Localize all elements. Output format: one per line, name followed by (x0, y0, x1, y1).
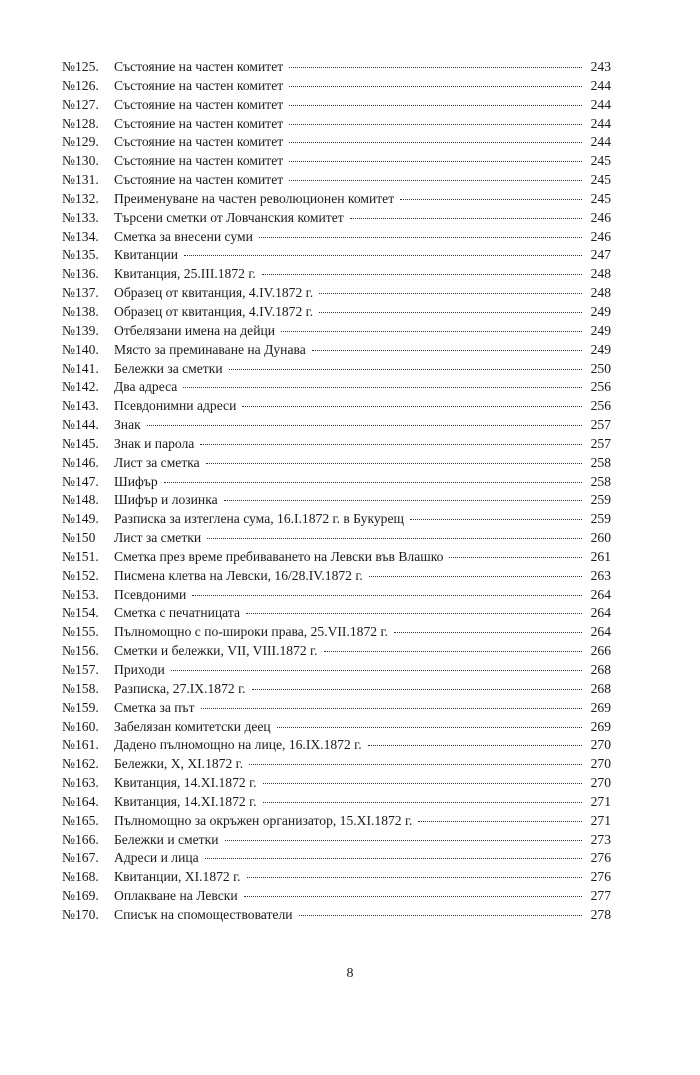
toc-entry-number: №152. (62, 567, 99, 583)
toc-entry-title: Търсени сметки от Ловчанския комитет (114, 209, 344, 225)
dot-leader (319, 311, 582, 313)
toc-entry (62, 718, 611, 737)
toc-entry-page: 249 (590, 341, 611, 357)
toc-entry-title: Сметка през време пребиваването на Левски във Влашко (114, 548, 444, 564)
toc-entry-page: 257 (590, 417, 611, 433)
toc-entry (62, 416, 611, 435)
dot-leader (289, 141, 582, 143)
toc-entry (62, 623, 611, 642)
toc-entry-number: №135. (62, 247, 99, 263)
toc-entry-number: №150 (62, 530, 96, 546)
toc-entry (62, 755, 611, 774)
dot-leader (263, 801, 582, 803)
toc-entry (62, 793, 611, 812)
toc-entry (62, 77, 611, 96)
toc-entry-title: Състояние на частен комитет (114, 115, 284, 131)
toc-entry-title: Псевдонимни адреси (114, 398, 237, 414)
dot-leader (201, 707, 582, 709)
toc-entry-page: 244 (590, 96, 611, 112)
toc-entry-title: Разписка за изтеглена сума, 16.I.1872 г. в Букурещ (114, 511, 404, 527)
toc-entry-number: №159. (62, 699, 99, 715)
toc-entry-page: 249 (590, 322, 611, 338)
toc-entry-number: №130. (62, 153, 99, 169)
toc-entry (62, 849, 611, 868)
toc-entry-title: Приходи (114, 662, 165, 677)
dot-leader (229, 368, 582, 370)
dot-leader (299, 914, 582, 916)
dot-leader (394, 631, 582, 633)
toc-entry-title: Забелязан комитетски деец (114, 718, 271, 734)
toc-entry-page: 246 (590, 228, 611, 244)
toc-entry-page: 276 (590, 869, 611, 885)
dot-leader (277, 726, 582, 728)
dot-leader (449, 556, 582, 558)
dot-leader (262, 273, 582, 275)
dot-leader (350, 217, 582, 219)
toc-entry-page: 258 (590, 473, 611, 489)
toc-entry (62, 642, 611, 661)
toc-entry-title: Състояние на частен комитет (114, 153, 284, 169)
dot-leader (247, 876, 582, 878)
toc-entry (62, 246, 611, 265)
toc-entry-number: №149. (62, 511, 99, 527)
toc-entry-page: 248 (590, 285, 611, 301)
toc-entry-number: №161. (62, 737, 99, 753)
toc-entry (62, 171, 611, 190)
toc-entry-title: Квитанции (114, 247, 178, 263)
dot-leader (200, 443, 582, 445)
toc-entry-title: Пълномощно с по-широки права, 25.VII.1872 г. (114, 624, 388, 640)
toc-entry-page: 271 (590, 812, 611, 828)
dot-leader (289, 85, 582, 87)
toc-entry (62, 284, 611, 303)
toc-entry-page: 244 (590, 77, 611, 93)
toc-entry (62, 115, 611, 134)
dot-leader (244, 895, 582, 897)
dot-leader (207, 537, 582, 539)
toc-entry-page: 248 (590, 266, 611, 282)
toc-entry (62, 341, 611, 360)
dot-leader (206, 462, 582, 464)
toc-entry-title: Квитанция, 14.XI.1872 г. (114, 775, 257, 791)
table-of-contents (62, 58, 611, 925)
toc-entry-title: Разписка, 27.IX.1872 г. (114, 680, 246, 696)
toc-entry (62, 228, 611, 247)
toc-entry-page: 264 (590, 605, 611, 621)
toc-entry-title: Място за преминаване на Дунава (114, 341, 306, 357)
toc-entry-page: 249 (590, 303, 611, 319)
toc-entry-number: №148. (62, 492, 99, 508)
toc-entry-number: №165. (62, 812, 99, 828)
toc-entry-page: 270 (590, 775, 611, 791)
toc-entry-title: Бележки и сметки (114, 831, 219, 847)
toc-entry-number: №142. (62, 379, 99, 395)
toc-entry-number: №153. (62, 586, 99, 602)
toc-entry-title: Сметка с печатницата (114, 605, 240, 621)
toc-entry-page: 260 (590, 530, 611, 546)
toc-entry (62, 529, 611, 548)
dot-leader (281, 330, 582, 332)
toc-entry-title: Лист за сметка (114, 454, 200, 470)
dot-leader (368, 744, 582, 746)
toc-entry-title: Квитанция, 25.III.1872 г. (114, 266, 256, 282)
toc-entry-title: Писмена клетва на Левски, 16/28.IV.1872 г. (114, 567, 363, 583)
toc-entry-page: 269 (590, 718, 611, 734)
toc-entry-number: №139. (62, 322, 99, 338)
toc-entry-page: 270 (590, 737, 611, 753)
toc-entry-page: 269 (590, 699, 611, 715)
toc-entry (62, 454, 611, 473)
toc-entry-title: Квитанция, 14.XI.1872 г. (114, 793, 257, 809)
toc-entry-number: №166. (62, 831, 99, 847)
toc-entry (62, 378, 611, 397)
toc-entry (62, 360, 611, 379)
toc-entry-title: Състояние на частен комитет (114, 77, 284, 93)
toc-entry-page: 247 (590, 247, 611, 263)
toc-entry-page: 259 (590, 511, 611, 527)
toc-entry-number: №125. (62, 59, 99, 74)
toc-entry-page: 268 (590, 662, 611, 677)
toc-entry-title: Отбелязани имена на дейци (114, 322, 276, 338)
toc-entry (62, 567, 611, 586)
toc-entry-page: 256 (590, 379, 611, 395)
toc-entry-title: Знак и парола (114, 435, 195, 451)
dot-leader (246, 612, 582, 614)
toc-entry (62, 473, 611, 492)
toc-entry-number: №163. (62, 775, 99, 791)
toc-entry-number: №132. (62, 190, 99, 206)
toc-entry-title: Състояние на частен комитет (114, 96, 284, 112)
toc-entry (62, 322, 611, 341)
dot-leader (225, 839, 583, 841)
toc-entry-number: №151. (62, 548, 99, 564)
toc-entry (62, 812, 611, 831)
toc-entry (62, 397, 611, 416)
toc-entry (62, 303, 611, 322)
toc-entry-page: 256 (590, 398, 611, 414)
toc-entry-number: №143. (62, 398, 99, 414)
dot-leader (289, 104, 582, 106)
dot-leader (369, 575, 582, 577)
toc-entry (62, 548, 611, 567)
toc-entry (62, 152, 611, 171)
toc-entry-number: №156. (62, 643, 99, 659)
toc-entry-page: 266 (590, 643, 611, 659)
toc-entry (62, 680, 611, 699)
toc-entry-title: Състояние на частен комитет (114, 134, 284, 150)
toc-entry-page: 245 (590, 190, 611, 206)
toc-entry (62, 209, 611, 228)
dot-leader (183, 386, 582, 388)
toc-entry (62, 774, 611, 793)
toc-entry-number: №155. (62, 624, 99, 640)
toc-entry (62, 190, 611, 209)
dot-leader (312, 349, 582, 351)
toc-entry (62, 699, 611, 718)
toc-entry-title: Сметка за внесени суми (114, 228, 253, 244)
toc-entry-page: 270 (590, 756, 611, 772)
toc-entry (62, 265, 611, 284)
dot-leader (259, 236, 582, 238)
dot-leader (224, 499, 582, 501)
toc-entry (62, 868, 611, 887)
toc-entry-title: Образец от квитанция, 4.IV.1872 г. (114, 285, 314, 301)
toc-entry-page: 257 (590, 435, 611, 451)
toc-entry (62, 831, 611, 850)
toc-entry-title: Знак (114, 417, 141, 433)
toc-entry-page: 261 (590, 548, 611, 564)
toc-entry-title: Преименуване на частен революционен комитет (114, 190, 395, 206)
toc-entry-number: №157. (62, 662, 99, 677)
toc-entry-number: №169. (62, 888, 99, 904)
toc-entry (62, 96, 611, 115)
toc-entry (62, 133, 611, 152)
toc-entry-page: 246 (590, 209, 611, 225)
toc-entry-title: Бележки за сметки (114, 360, 223, 376)
toc-entry-page: 268 (590, 680, 611, 696)
toc-entry-number: №144. (62, 417, 99, 433)
toc-entry-title: Шифър (114, 473, 158, 489)
toc-entry-page: 244 (590, 115, 611, 131)
toc-entry (62, 887, 611, 906)
toc-entry-number: №158. (62, 680, 99, 696)
toc-entry-page: 258 (590, 454, 611, 470)
toc-entry-title: Състояние на частен комитет (114, 172, 284, 188)
dot-leader (147, 424, 582, 426)
toc-entry-number: №129. (62, 134, 99, 150)
dot-leader (263, 782, 582, 784)
dot-leader (205, 857, 582, 859)
dot-leader (319, 292, 582, 294)
toc-entry-number: №164. (62, 793, 99, 809)
toc-entry-title: Състояние на частен комитет (114, 59, 284, 74)
toc-entry-number: №134. (62, 228, 99, 244)
toc-entry-number: №126. (62, 77, 99, 93)
toc-entry-title: Образец от квитанция, 4.IV.1872 г. (114, 303, 314, 319)
toc-entry-number: №133. (62, 209, 99, 225)
page-number: 8 (346, 966, 354, 981)
toc-entry-page: 250 (590, 360, 611, 376)
toc-entry-title: Сметки и бележки, VII, VIII.1872 г. (114, 643, 318, 659)
dot-leader (289, 66, 582, 68)
toc-entry-number: №140. (62, 341, 99, 357)
toc-entry-page: 264 (590, 586, 611, 602)
toc-entry (62, 661, 611, 680)
dot-leader (252, 688, 582, 690)
toc-entry-number: №141. (62, 360, 99, 376)
toc-entry-page: 278 (590, 906, 611, 922)
toc-entry-number: №137. (62, 285, 99, 301)
toc-entry-page: 244 (590, 134, 611, 150)
toc-entry (62, 906, 611, 925)
dot-leader (410, 518, 582, 520)
toc-entry (62, 58, 611, 77)
toc-entry-number: №147. (62, 473, 99, 489)
toc-entry-title: Оплакване на Левски (114, 888, 238, 904)
toc-entry-title: Бележки, X, XI.1872 г. (114, 756, 244, 772)
toc-entry-title: Списък на спомоществователи (114, 906, 293, 922)
toc-entry-number: №168. (62, 869, 99, 885)
toc-entry-number: №170. (62, 906, 99, 922)
toc-entry (62, 491, 611, 510)
dot-leader (289, 179, 582, 181)
toc-entry-number: №128. (62, 115, 99, 131)
dot-leader (418, 820, 582, 822)
toc-entry-title: Псевдоними (114, 586, 187, 602)
toc-entry-number: №145. (62, 435, 99, 451)
toc-entry-page: 277 (590, 888, 611, 904)
dot-leader (249, 763, 582, 765)
toc-entry-title: Пълномощно за окръжен организатор, 15.XI.1872 г. (114, 812, 413, 828)
toc-entry-title: Адреси и лица (114, 850, 199, 866)
toc-entry-title: Квитанции, XI.1872 г. (114, 869, 241, 885)
dot-leader (242, 405, 582, 407)
toc-entry-number: №136. (62, 266, 99, 282)
toc-entry (62, 586, 611, 605)
dot-leader (400, 198, 582, 200)
toc-entry-number: №146. (62, 454, 99, 470)
toc-entry-number: №160. (62, 718, 99, 734)
toc-entry (62, 510, 611, 529)
toc-entry-page: 276 (590, 850, 611, 866)
toc-entry (62, 604, 611, 623)
toc-entry-number: №138. (62, 303, 99, 319)
toc-entry-number: №131. (62, 172, 99, 188)
toc-entry-page: 245 (590, 172, 611, 188)
toc-entry-page: 273 (590, 831, 611, 847)
toc-entry-page: 243 (590, 59, 611, 74)
toc-entry-number: №127. (62, 96, 99, 112)
toc-entry-number: №167. (62, 850, 99, 866)
dot-leader (192, 594, 582, 596)
dot-leader (171, 669, 582, 671)
dot-leader (324, 650, 583, 652)
dot-leader (289, 160, 582, 162)
toc-entry-page: 264 (590, 624, 611, 640)
toc-entry-title: Шифър и лозинка (114, 492, 218, 508)
toc-entry-page: 259 (590, 492, 611, 508)
toc-entry-title: Дадено пълномощно на лице, 16.IX.1872 г. (114, 737, 362, 753)
toc-entry-page: 263 (590, 567, 611, 583)
toc-entry-title: Лист за сметки (114, 530, 202, 546)
dot-leader (184, 254, 582, 256)
dot-leader (164, 481, 582, 483)
toc-entry (62, 736, 611, 755)
toc-entry-page: 245 (590, 153, 611, 169)
toc-entry-number: №154. (62, 605, 99, 621)
toc-entry (62, 435, 611, 454)
toc-entry-number: №162. (62, 756, 99, 772)
toc-entry-title: Два адреса (114, 379, 178, 395)
toc-entry-title: Сметка за път (114, 699, 195, 715)
dot-leader (289, 123, 582, 125)
toc-entry-page: 271 (590, 793, 611, 809)
